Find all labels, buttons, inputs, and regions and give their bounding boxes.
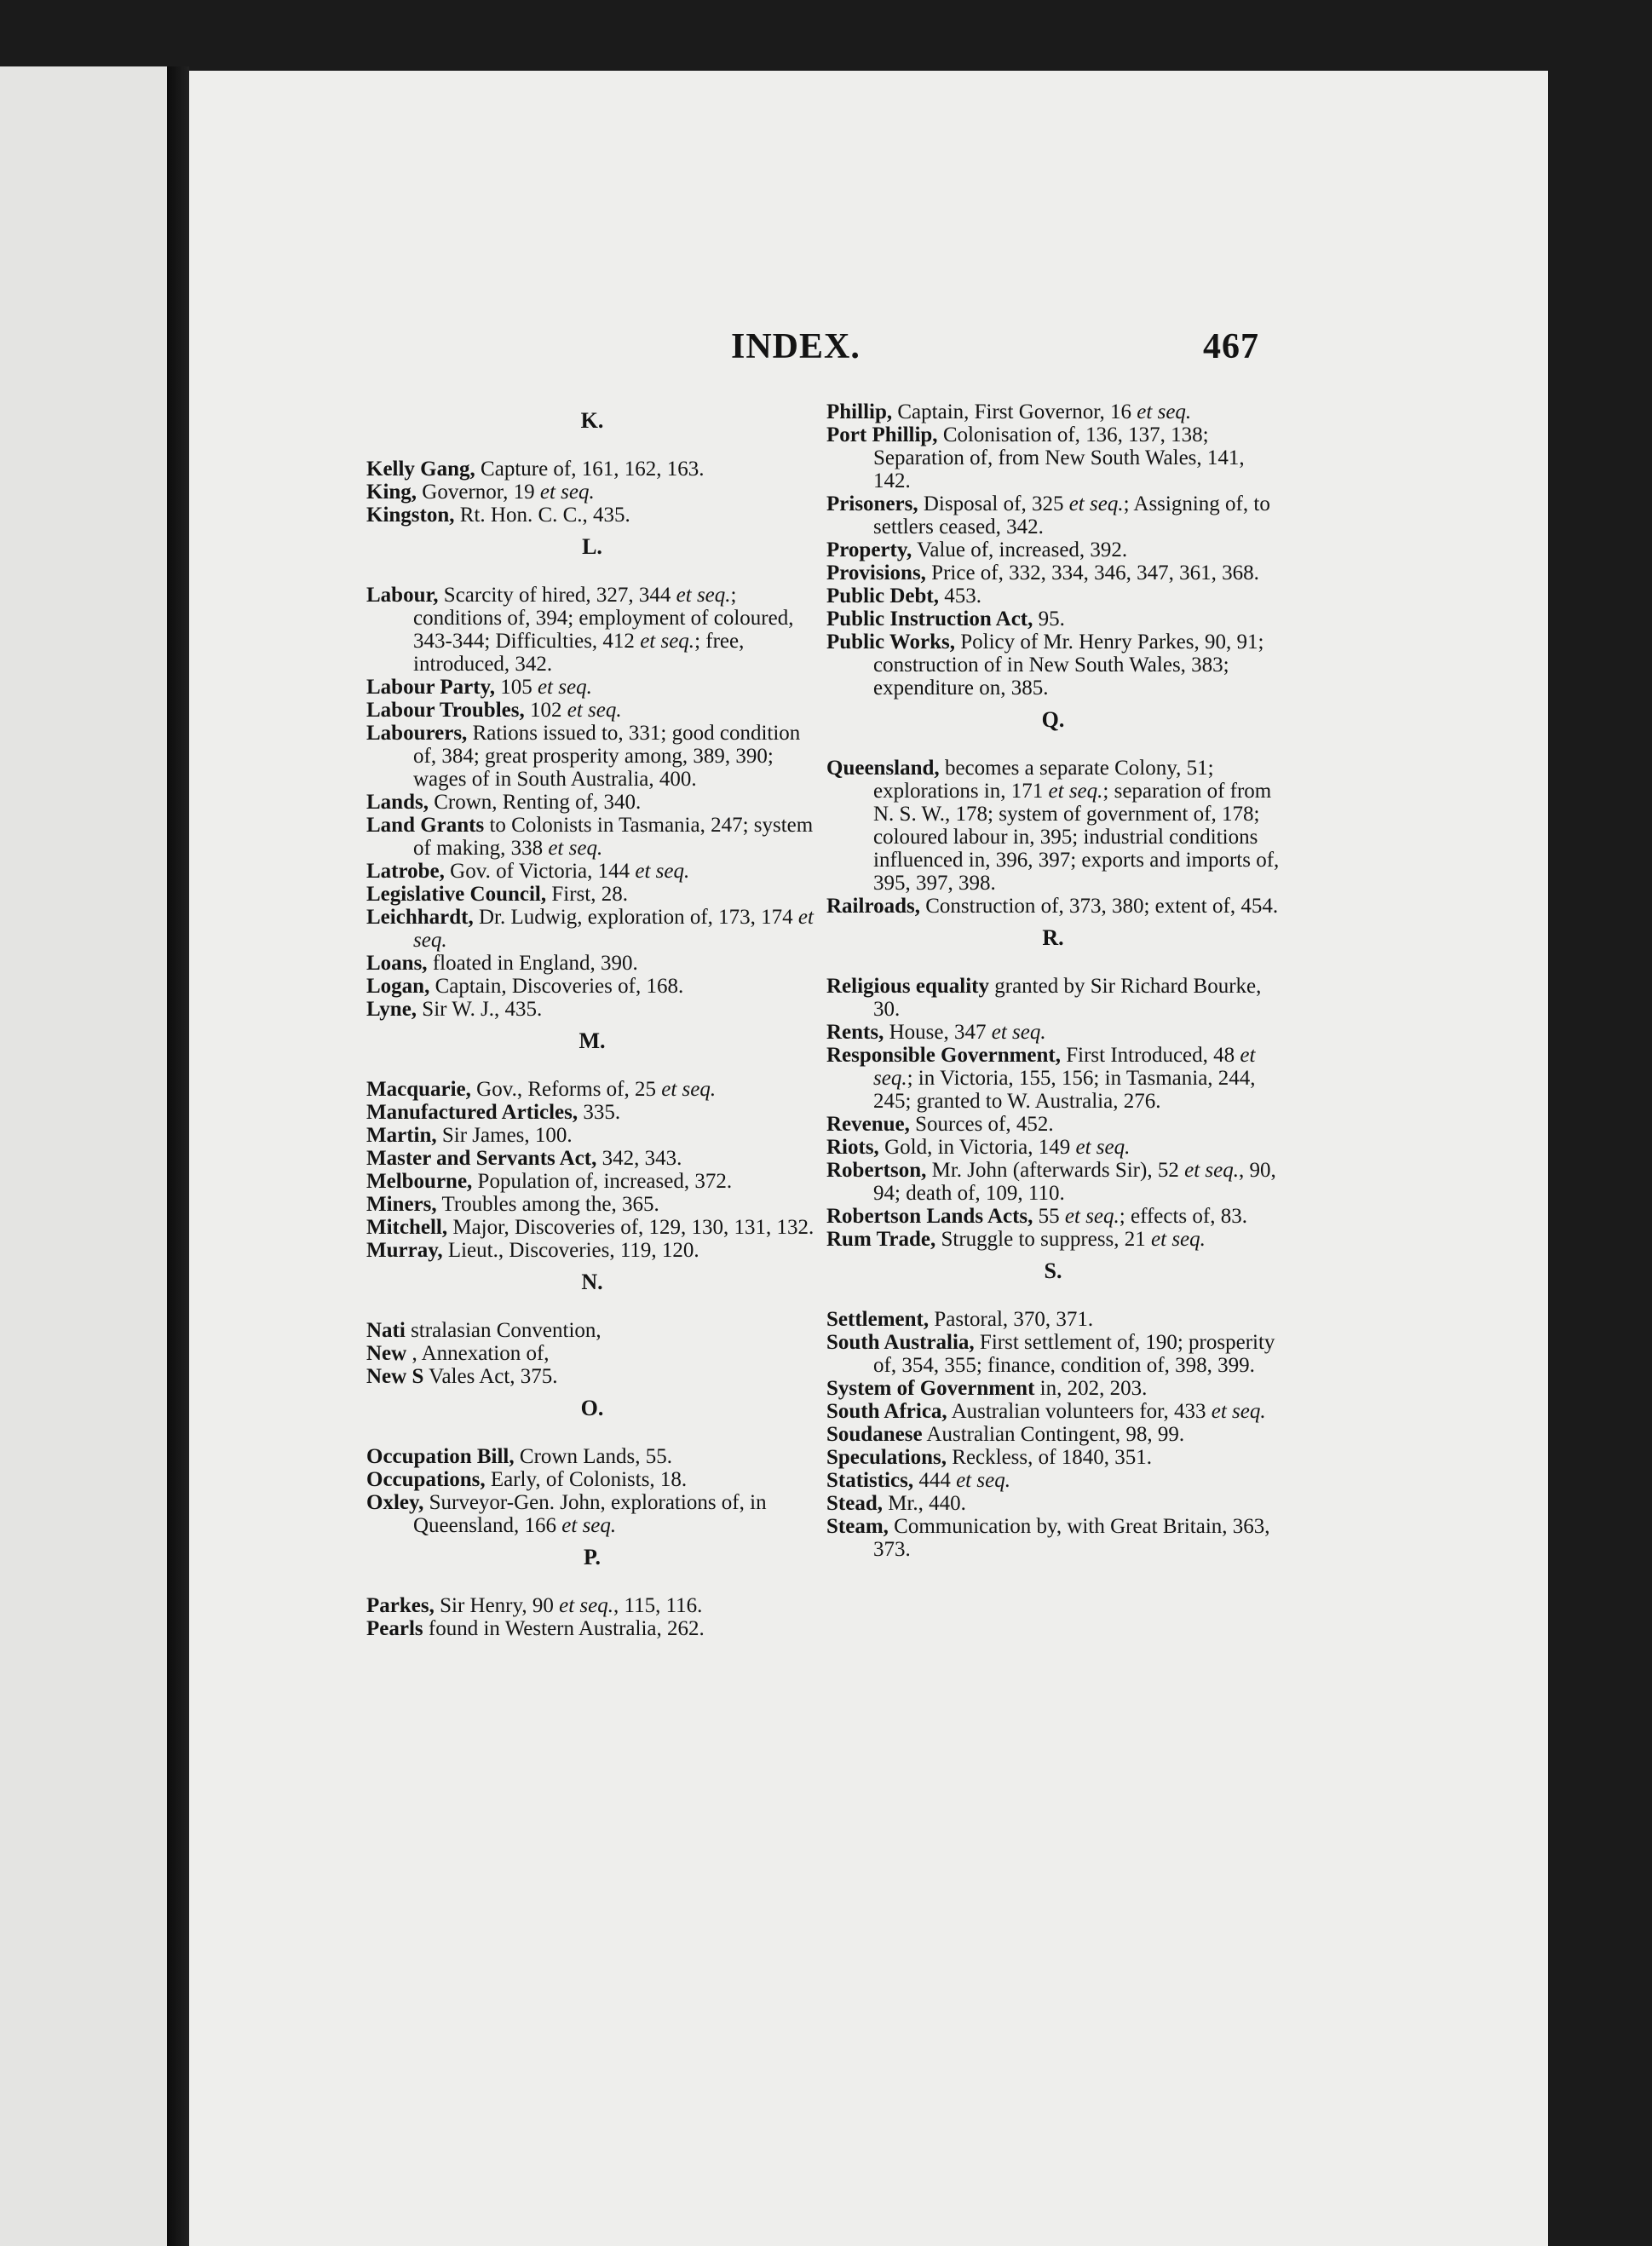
index-entry: [826, 1492, 1280, 1515]
index-entry: [826, 1159, 1280, 1205]
entry-heading: Labour,: [366, 584, 439, 607]
entry-heading: Loans,: [366, 952, 428, 975]
index-entry: [366, 504, 818, 527]
index-entry: [366, 481, 818, 504]
index-entry: [826, 1469, 1280, 1492]
section-letter: Q.: [1041, 707, 1065, 732]
entry-heading: Land Grants: [366, 814, 485, 837]
index-entry: [826, 1446, 1280, 1469]
entry-references: Scarcity of hired, 327, 344 et seq.; conditions of, 394; employment of coloured, 343-344; Difficulties, 412 et seq.; free, introduced, 342.: [413, 584, 794, 676]
index-entry: [366, 1239, 818, 1262]
index-entry: [826, 1205, 1280, 1228]
index-entry: [826, 562, 1280, 585]
entry-references: to Colonists in Tasmania, 247; system of making, 338 et seq.: [413, 814, 814, 860]
entry-references: First settlement of, 190; prosperity of, 354, 355; finance, condition of, 398, 399.: [873, 1331, 1275, 1377]
entry-heading: Oxley,: [366, 1491, 424, 1514]
index-entry: [826, 1400, 1280, 1423]
entry-heading: Rum Trade,: [826, 1228, 936, 1251]
index-entry: [366, 952, 818, 975]
index-entry: [826, 631, 1280, 700]
section-letter: S.: [1044, 1258, 1062, 1283]
entry-references: 342, 343.: [602, 1147, 682, 1170]
entry-heading: Manufactured Articles,: [366, 1101, 578, 1124]
entry-heading: Settlement,: [826, 1308, 930, 1331]
index-entry: [366, 1078, 818, 1101]
index-entry: [826, 1515, 1280, 1561]
index-entry: [826, 1377, 1280, 1400]
entry-references: Pastoral, 370, 371.: [934, 1308, 1094, 1331]
entry-heading: Lands,: [366, 791, 429, 814]
entry-references: Australian Contingent, 98, 99.: [926, 1423, 1185, 1446]
entry-references: Crown Lands, 55.: [519, 1445, 673, 1468]
entry-heading: Prisoners,: [826, 492, 918, 515]
section-letter: K.: [580, 408, 604, 433]
entry-heading: Macquarie,: [366, 1078, 471, 1101]
entry-heading: Legislative Council,: [366, 883, 547, 906]
index-entry: [366, 699, 818, 722]
entry-references: Major, Discoveries of, 129, 130, 131, 132.: [452, 1216, 814, 1239]
index-entry: [366, 1124, 818, 1147]
index-entry: [366, 1342, 818, 1365]
entry-heading: Martin,: [366, 1124, 437, 1147]
index-entry: [366, 906, 818, 952]
entry-references: Capture of, 161, 162, 163.: [481, 458, 705, 481]
entry-heading: Steam,: [826, 1515, 889, 1538]
entry-heading: Master and Servants Act,: [366, 1147, 597, 1170]
entry-references: 453.: [944, 585, 981, 608]
entry-references: Construction of, 373, 380; extent of, 454.: [925, 895, 1279, 918]
index-entry: [366, 458, 818, 481]
entry-heading: New S: [366, 1365, 424, 1388]
entry-heading: Melbourne,: [366, 1170, 473, 1193]
index-entry: [366, 975, 818, 998]
index-entry: [826, 423, 1280, 492]
entry-references: Australian volunteers for, 433 et seq.: [951, 1400, 1266, 1423]
entry-heading: Kingston,: [366, 504, 455, 527]
index-entry: [366, 1216, 818, 1239]
entry-references: Colonisation of, 136, 137, 138; Separation of, from New South Wales, 141, 142.: [873, 423, 1245, 492]
entry-references: House, 347 et seq.: [889, 1021, 1046, 1044]
index-entry: [366, 584, 818, 676]
entry-heading: King,: [366, 481, 417, 504]
entry-heading: Statistics,: [826, 1469, 914, 1492]
entry-references: Troubles among the, 365.: [441, 1193, 659, 1216]
entry-references: Sir James, 100.: [441, 1124, 573, 1147]
entry-heading: South Australia,: [826, 1331, 975, 1354]
index-entry: [366, 1170, 818, 1193]
section-letter: L.: [582, 534, 602, 559]
entry-heading: Riots,: [826, 1136, 879, 1159]
index-entry: [826, 1308, 1280, 1331]
entry-heading: Logan,: [366, 975, 430, 998]
index-column-right: [826, 400, 1280, 1561]
entry-references: , Annexation of,: [412, 1342, 550, 1365]
entry-heading: Stead,: [826, 1492, 883, 1515]
entry-heading: Robertson Lands Acts,: [826, 1205, 1033, 1228]
entry-references: stralasian Convention,: [411, 1319, 602, 1342]
entry-references: in, 202, 203.: [1039, 1377, 1148, 1400]
entry-heading: Mitchell,: [366, 1216, 448, 1239]
entry-references: Captain, Discoveries of, 168.: [435, 975, 684, 998]
index-entry: [366, 1468, 818, 1491]
entry-references: Price of, 332, 334, 346, 347, 361, 368.: [931, 562, 1259, 585]
entry-references: Value of, increased, 392.: [917, 538, 1128, 562]
index-entry: [826, 492, 1280, 538]
entry-heading: Labour Party,: [366, 676, 495, 699]
index-entry: [826, 1021, 1280, 1044]
entry-references: becomes a separate Colony, 51; explorations in, 171 et seq.; separation of from N. S. W., 178; system of government of, 178; coloured labour in, 395; industrial conditions influenced in, 396, 397; exports and imports of, 395, 397, 398.: [873, 757, 1280, 895]
entry-heading: Queensland,: [826, 757, 940, 780]
entry-references: Policy of Mr. Henry Parkes, 90, 91; construction of in New South Wales, 383; expenditure on, 385.: [873, 631, 1264, 700]
entry-references: 55 et seq.; effects of, 83.: [1038, 1205, 1247, 1228]
entry-references: 105 et seq.: [500, 676, 592, 699]
entry-references: Gov. of Victoria, 144 et seq.: [450, 860, 690, 883]
entry-heading: Labourers,: [366, 722, 468, 745]
entry-heading: Phillip,: [826, 400, 893, 423]
index-entry: [366, 1147, 818, 1170]
entry-heading: Occupation Bill,: [366, 1445, 515, 1468]
page-title: INDEX.: [731, 327, 861, 366]
entry-references: 335.: [583, 1101, 621, 1124]
index-entry: [826, 1113, 1280, 1136]
index-entry: [366, 1365, 818, 1388]
index-entry: [366, 998, 818, 1021]
entry-heading: Public Instruction Act,: [826, 608, 1033, 631]
index-entry: [366, 883, 818, 906]
index-entry: [826, 1331, 1280, 1377]
index-entry: [366, 814, 818, 860]
entry-references: Dr. Ludwig, exploration of, 173, 174 et seq.: [413, 906, 814, 952]
entry-references: Surveyor-Gen. John, explorations of, in Queensland, 166 et seq.: [413, 1491, 767, 1537]
entry-heading: Leichhardt,: [366, 906, 474, 929]
entry-references: Communication by, with Great Britain, 363, 373.: [873, 1515, 1270, 1561]
index-entry: [366, 722, 818, 791]
gutter-shadow: [167, 66, 189, 2246]
entry-heading: Pearls: [366, 1617, 423, 1640]
entry-references: First Introduced, 48 et seq.; in Victoria, 155, 156; in Tasmania, 244, 245; granted to W. Australia, 276.: [873, 1044, 1256, 1113]
index-entry: [366, 1445, 818, 1468]
entry-references: 102 et seq.: [529, 699, 622, 722]
entry-heading: Rents,: [826, 1021, 884, 1044]
index-entry: [826, 585, 1280, 608]
entry-references: found in Western Australia, 262.: [428, 1617, 705, 1640]
entry-references: Sir Henry, 90 et seq., 115, 116.: [440, 1594, 703, 1617]
entry-heading: Murray,: [366, 1239, 443, 1262]
entry-heading: Railroads,: [826, 895, 920, 918]
index-entry: [826, 975, 1280, 1021]
section-letter: N.: [581, 1270, 603, 1294]
entry-references: Mr., 440.: [888, 1492, 966, 1515]
entry-heading: System of Government: [826, 1377, 1035, 1400]
index-entry: [826, 1423, 1280, 1446]
entry-references: Lieut., Discoveries, 119, 120.: [447, 1239, 699, 1262]
entry-references: Sir W. J., 435.: [422, 998, 543, 1021]
entry-heading: Kelly Gang,: [366, 458, 475, 481]
entry-references: Captain, First Governor, 16 et seq.: [897, 400, 1192, 423]
index-entry: [826, 757, 1280, 895]
index-entry: [366, 1594, 818, 1617]
entry-references: Struggle to suppress, 21 et seq.: [941, 1228, 1206, 1251]
entry-heading: Lyne,: [366, 998, 417, 1021]
index-entry: [826, 895, 1280, 918]
entry-heading: Provisions,: [826, 562, 926, 585]
index-entry: [826, 608, 1280, 631]
entry-heading: Religious equality: [826, 975, 989, 998]
entry-references: Disposal of, 325 et seq.; Assigning of, to settlers ceased, 342.: [873, 492, 1270, 538]
entry-heading: Parkes,: [366, 1594, 435, 1617]
index-entry: [366, 1193, 818, 1216]
entry-heading: Speculations,: [826, 1446, 947, 1469]
index-entry: [826, 538, 1280, 562]
entry-references: Rt. Hon. C. C., 435.: [459, 504, 630, 527]
entry-references: Early, of Colonists, 18.: [490, 1468, 688, 1491]
index-column-left: [366, 400, 818, 1640]
page-number: 467: [1203, 327, 1259, 366]
entry-heading: Public Debt,: [826, 585, 939, 608]
index-entry: [366, 791, 818, 814]
section-letter: M.: [578, 1028, 606, 1053]
facing-page-edge: [0, 66, 167, 2246]
entry-references: Mr. John (afterwards Sir), 52 et seq., 90, 94; death of, 109, 110.: [873, 1159, 1276, 1205]
entry-heading: South Africa,: [826, 1400, 947, 1423]
entry-references: 95.: [1038, 608, 1065, 631]
entry-references: 444 et seq.: [918, 1469, 1010, 1492]
entry-references: Gov., Reforms of, 25 et seq.: [476, 1078, 717, 1101]
index-entry: [826, 1228, 1280, 1251]
entry-heading: Soudanese: [826, 1423, 923, 1446]
entry-heading: Responsible Government,: [826, 1044, 1061, 1067]
entry-references: Reckless, of 1840, 351.: [952, 1446, 1152, 1469]
entry-heading: Latrobe,: [366, 860, 445, 883]
entry-references: granted by Sir Richard Bourke, 30.: [873, 975, 1262, 1021]
entry-references: First, 28.: [551, 883, 628, 906]
entry-references: Population of, increased, 372.: [477, 1170, 733, 1193]
section-letter: P.: [584, 1545, 601, 1569]
index-entry: [366, 1491, 818, 1537]
entry-heading: Nati: [366, 1319, 406, 1342]
entry-heading: Public Works,: [826, 631, 955, 654]
entry-heading: Port Phillip,: [826, 423, 938, 446]
entry-references: floated in England, 390.: [432, 952, 638, 975]
entry-heading: Robertson,: [826, 1159, 927, 1182]
entry-references: Rations issued to, 331; good condition of, 384; great prosperity among, 389, 390; wages of in South Australia, 400.: [413, 722, 801, 791]
index-entry: [366, 1101, 818, 1124]
entry-heading: Property,: [826, 538, 912, 562]
entry-references: Gold, in Victoria, 149 et seq.: [884, 1136, 1131, 1159]
section-letter: O.: [580, 1396, 604, 1420]
index-entry: [826, 1044, 1280, 1113]
entry-heading: Revenue,: [826, 1113, 910, 1136]
entry-references: Crown, Renting of, 340.: [434, 791, 642, 814]
index-entry: [826, 400, 1280, 423]
index-entry: [366, 860, 818, 883]
entry-heading: New: [366, 1342, 407, 1365]
entry-references: Governor, 19 et seq.: [422, 481, 595, 504]
index-entry: [366, 1617, 818, 1640]
section-letter: R.: [1042, 925, 1064, 950]
entry-references: Vales Act, 375.: [429, 1365, 558, 1388]
entry-heading: Miners,: [366, 1193, 437, 1216]
entry-heading: Occupations,: [366, 1468, 486, 1491]
index-entry: [366, 676, 818, 699]
entry-heading: Labour Troubles,: [366, 699, 525, 722]
index-entry: [826, 1136, 1280, 1159]
index-entry: [366, 1319, 818, 1342]
entry-references: Sources of, 452.: [915, 1113, 1054, 1136]
